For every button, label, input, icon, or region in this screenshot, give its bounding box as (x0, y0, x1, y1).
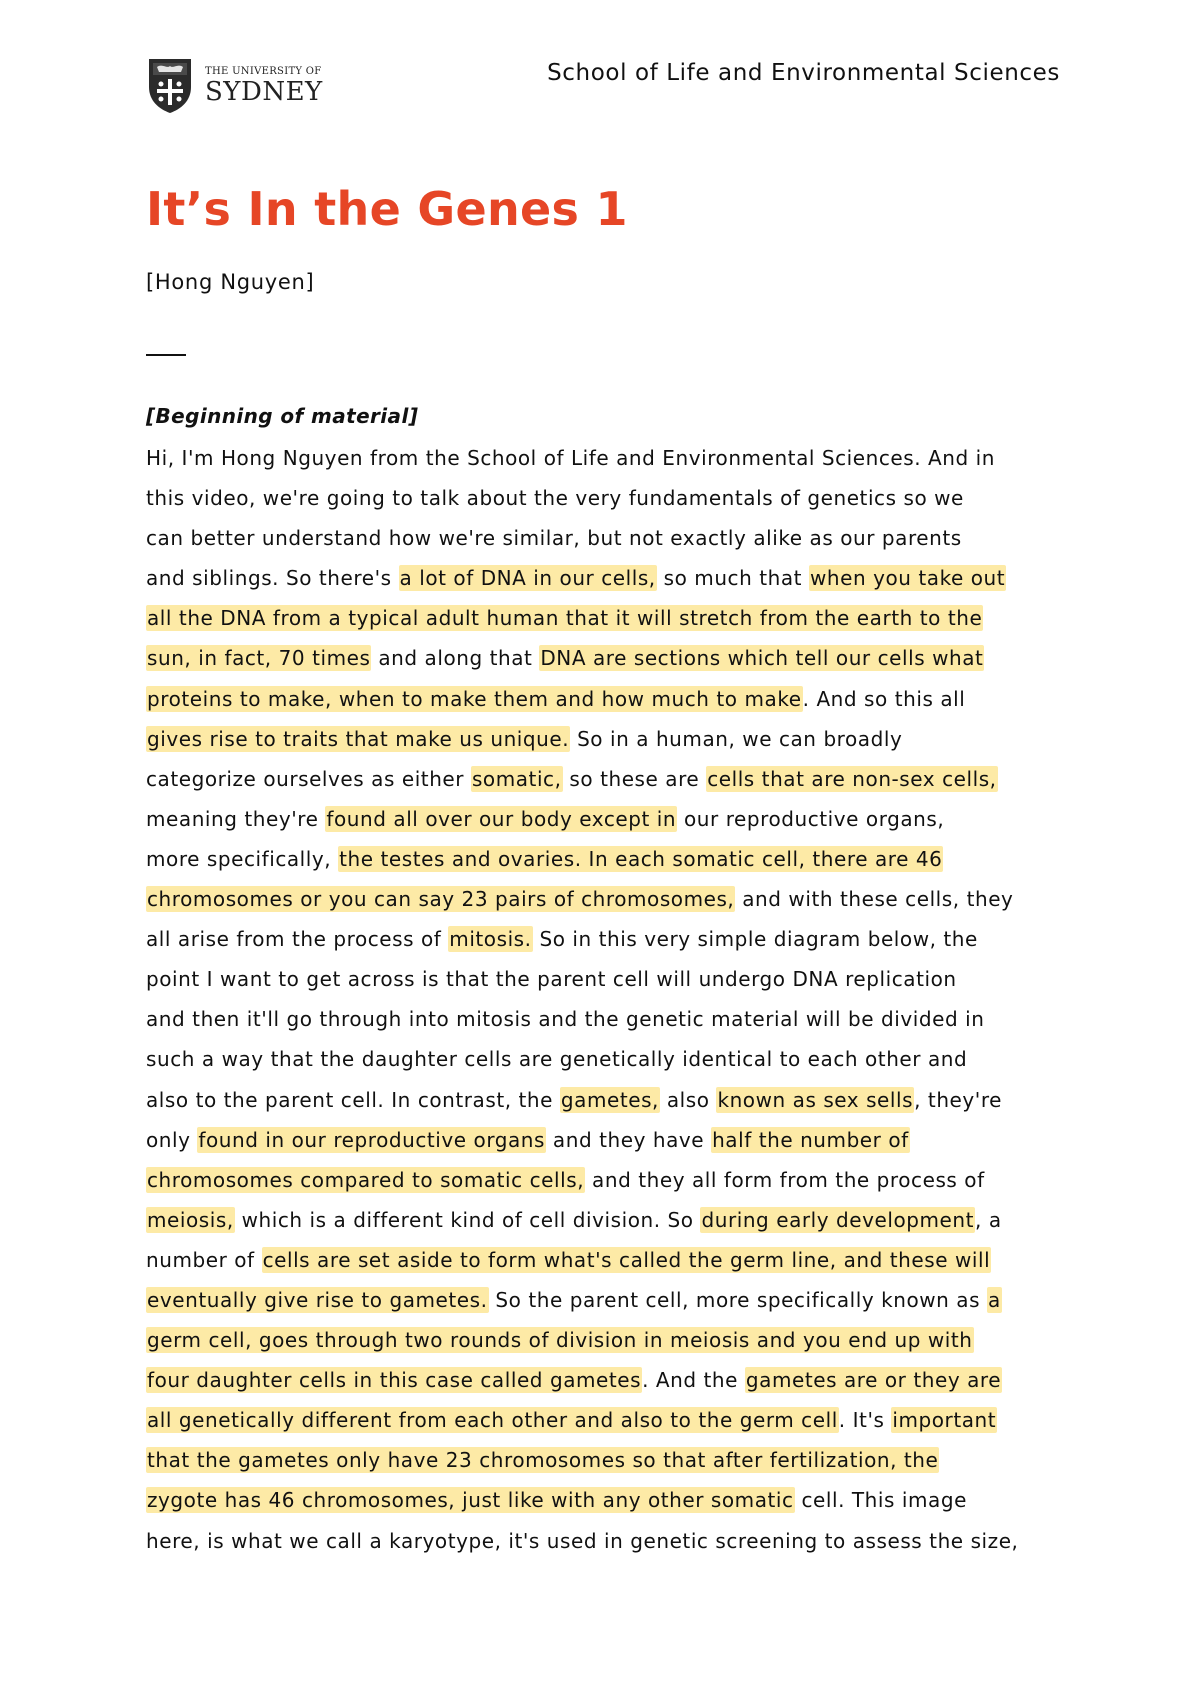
transcript-line (146, 1120, 1066, 1160)
transcript-line (146, 1080, 1066, 1120)
highlighted-text: important (892, 1408, 997, 1433)
highlighted-text: all genetically different from each other and also to the germ cell (147, 1408, 838, 1433)
transcript-line (146, 638, 1066, 678)
document-title: It’s In the Genes 1 (146, 182, 628, 236)
highlighted-text: chromosomes or you can say 23 pairs of chromosomes, (147, 887, 735, 912)
transcript-body (146, 438, 1066, 1561)
text-run: and siblings. So there's (146, 566, 399, 591)
highlighted-text: during early development (701, 1207, 975, 1232)
transcript-line (146, 1160, 1066, 1200)
transcript-line (146, 719, 1066, 759)
transcript-line (146, 1400, 1066, 1440)
text-run: meaning they're (146, 806, 326, 831)
transcript-line (146, 1280, 1066, 1320)
transcript-line (146, 1200, 1066, 1240)
transcript-line (146, 799, 1066, 839)
text-run: and they have (546, 1127, 712, 1152)
highlighted-text: germ cell, goes through two rounds of division in meiosis and you end up with (147, 1328, 973, 1353)
text-run: and with these cells, they (735, 887, 1014, 912)
highlighted-text: found all over our body except in (326, 806, 677, 831)
text-run: our reproductive organs, (677, 806, 945, 831)
text-run: . And the (642, 1368, 745, 1393)
text-run: So in a human, we can broadly (570, 726, 903, 751)
transcript-line (146, 919, 1066, 959)
transcript-line (146, 1440, 1066, 1480)
highlighted-text: meiosis, (147, 1207, 234, 1232)
logo-big-text: SYDNEY (205, 77, 323, 107)
text-run: this video, we're going to talk about the very fundamentals of genetics so we (146, 486, 964, 511)
highlighted-text: gametes, (560, 1087, 659, 1112)
text-run: here, is what we call a karyotype, it's used in genetic screening to assess the size, (146, 1528, 1019, 1553)
highlighted-text: chromosomes compared to somatic cells, (147, 1167, 585, 1192)
text-run: point I want to get across is that the parent cell will undergo DNA replication (146, 967, 957, 992)
highlighted-text: cells that are non-sex cells, (707, 766, 997, 791)
university-logo (147, 57, 323, 115)
highlighted-text: a lot of DNA in our cells, (399, 566, 656, 591)
university-crest-icon (147, 57, 193, 115)
text-run: more specifically, (146, 846, 339, 871)
transcript-line (146, 839, 1066, 879)
transcript-line (146, 679, 1066, 719)
text-run: so much that (656, 566, 809, 591)
highlighted-text: zygote has 46 chromosomes, just like with any other somatic (147, 1488, 794, 1513)
text-run: also to the parent cell. In contrast, the (146, 1087, 560, 1112)
text-run: can better understand how we're similar, but not exactly alike as our parents (146, 526, 962, 551)
transcript-line (146, 999, 1066, 1039)
highlighted-text: gametes are or they are (745, 1368, 1002, 1393)
highlighted-text: somatic, (471, 766, 562, 791)
highlighted-text: mitosis. (449, 927, 532, 952)
highlighted-text: half the number of (712, 1127, 909, 1152)
author-name: [Hong Nguyen] (146, 270, 315, 294)
transcript-line (146, 1360, 1066, 1400)
text-run: so these are (562, 766, 707, 791)
highlighted-text: a (988, 1287, 1001, 1312)
highlighted-text: the testes and ovaries. In each somatic cell, there are 46 (339, 846, 943, 871)
transcript-line (146, 1039, 1066, 1079)
school-name: School of Life and Environmental Sciences (547, 60, 1060, 86)
logo-wordmark (205, 67, 323, 105)
transcript-line (146, 438, 1066, 478)
text-run: , a (975, 1207, 1002, 1232)
section-divider (146, 354, 186, 356)
text-run: , they're (914, 1087, 1003, 1112)
highlighted-text: cells are set aside to form what's called the germ line, and these will (262, 1247, 991, 1272)
text-run: and they all form from the process of (585, 1167, 985, 1192)
transcript-line (146, 959, 1066, 999)
highlighted-text: known as sex sells (717, 1087, 914, 1112)
text-run: cell. This image (794, 1488, 967, 1513)
text-run: all arise from the process of (146, 927, 449, 952)
text-run: So in this very simple diagram below, the (532, 927, 978, 952)
highlighted-text: four daughter cells in this case called gametes (147, 1368, 642, 1393)
text-run: and along that (371, 646, 540, 671)
transcript-line (146, 598, 1066, 638)
text-run: which is a different kind of cell division. So (234, 1207, 701, 1232)
text-run: and then it'll go through into mitosis and the genetic material will be divided in (146, 1007, 985, 1032)
highlighted-text: proteins to make, when to make them and how much to make (147, 686, 802, 711)
transcript-line (146, 478, 1066, 518)
transcript-line (146, 1320, 1066, 1360)
text-run: . And so this all (802, 686, 966, 711)
logo-small-text: THE UNIVERSITY OF (205, 66, 322, 77)
text-run: So the parent cell, more specifically known as (488, 1287, 987, 1312)
text-run: such a way that the daughter cells are genetically identical to each other and (146, 1047, 968, 1072)
transcript-line (146, 1521, 1066, 1561)
text-run: number of (146, 1247, 262, 1272)
text-run: categorize ourselves as either (146, 766, 471, 791)
highlighted-text: when you take out (809, 566, 1006, 591)
transcript-line (146, 1240, 1066, 1280)
highlighted-text: all the DNA from a typical adult human that it will stretch from the earth to the (147, 606, 983, 631)
highlighted-text: that the gametes only have 23 chromosomes so that after fertilization, the (147, 1448, 939, 1473)
highlighted-text: gives rise to traits that make us unique. (147, 726, 570, 751)
text-run: also (659, 1087, 717, 1112)
transcript-line (146, 759, 1066, 799)
text-run: . It's (838, 1408, 892, 1433)
highlighted-text: found in our reproductive organs (198, 1127, 546, 1152)
highlighted-text: DNA are sections which tell our cells what (540, 646, 984, 671)
text-run: Hi, I'm Hong Nguyen from the School of Life and Environmental Sciences. And in (146, 446, 995, 470)
highlighted-text: eventually give rise to gametes. (147, 1287, 488, 1312)
transcript-line (146, 558, 1066, 598)
transcript-line (146, 879, 1066, 919)
highlighted-text: sun, in fact, 70 times (147, 646, 371, 671)
transcript-line (146, 1480, 1066, 1520)
text-run: only (146, 1127, 198, 1152)
transcript-line (146, 518, 1066, 558)
section-marker: [Beginning of material] (146, 404, 419, 428)
